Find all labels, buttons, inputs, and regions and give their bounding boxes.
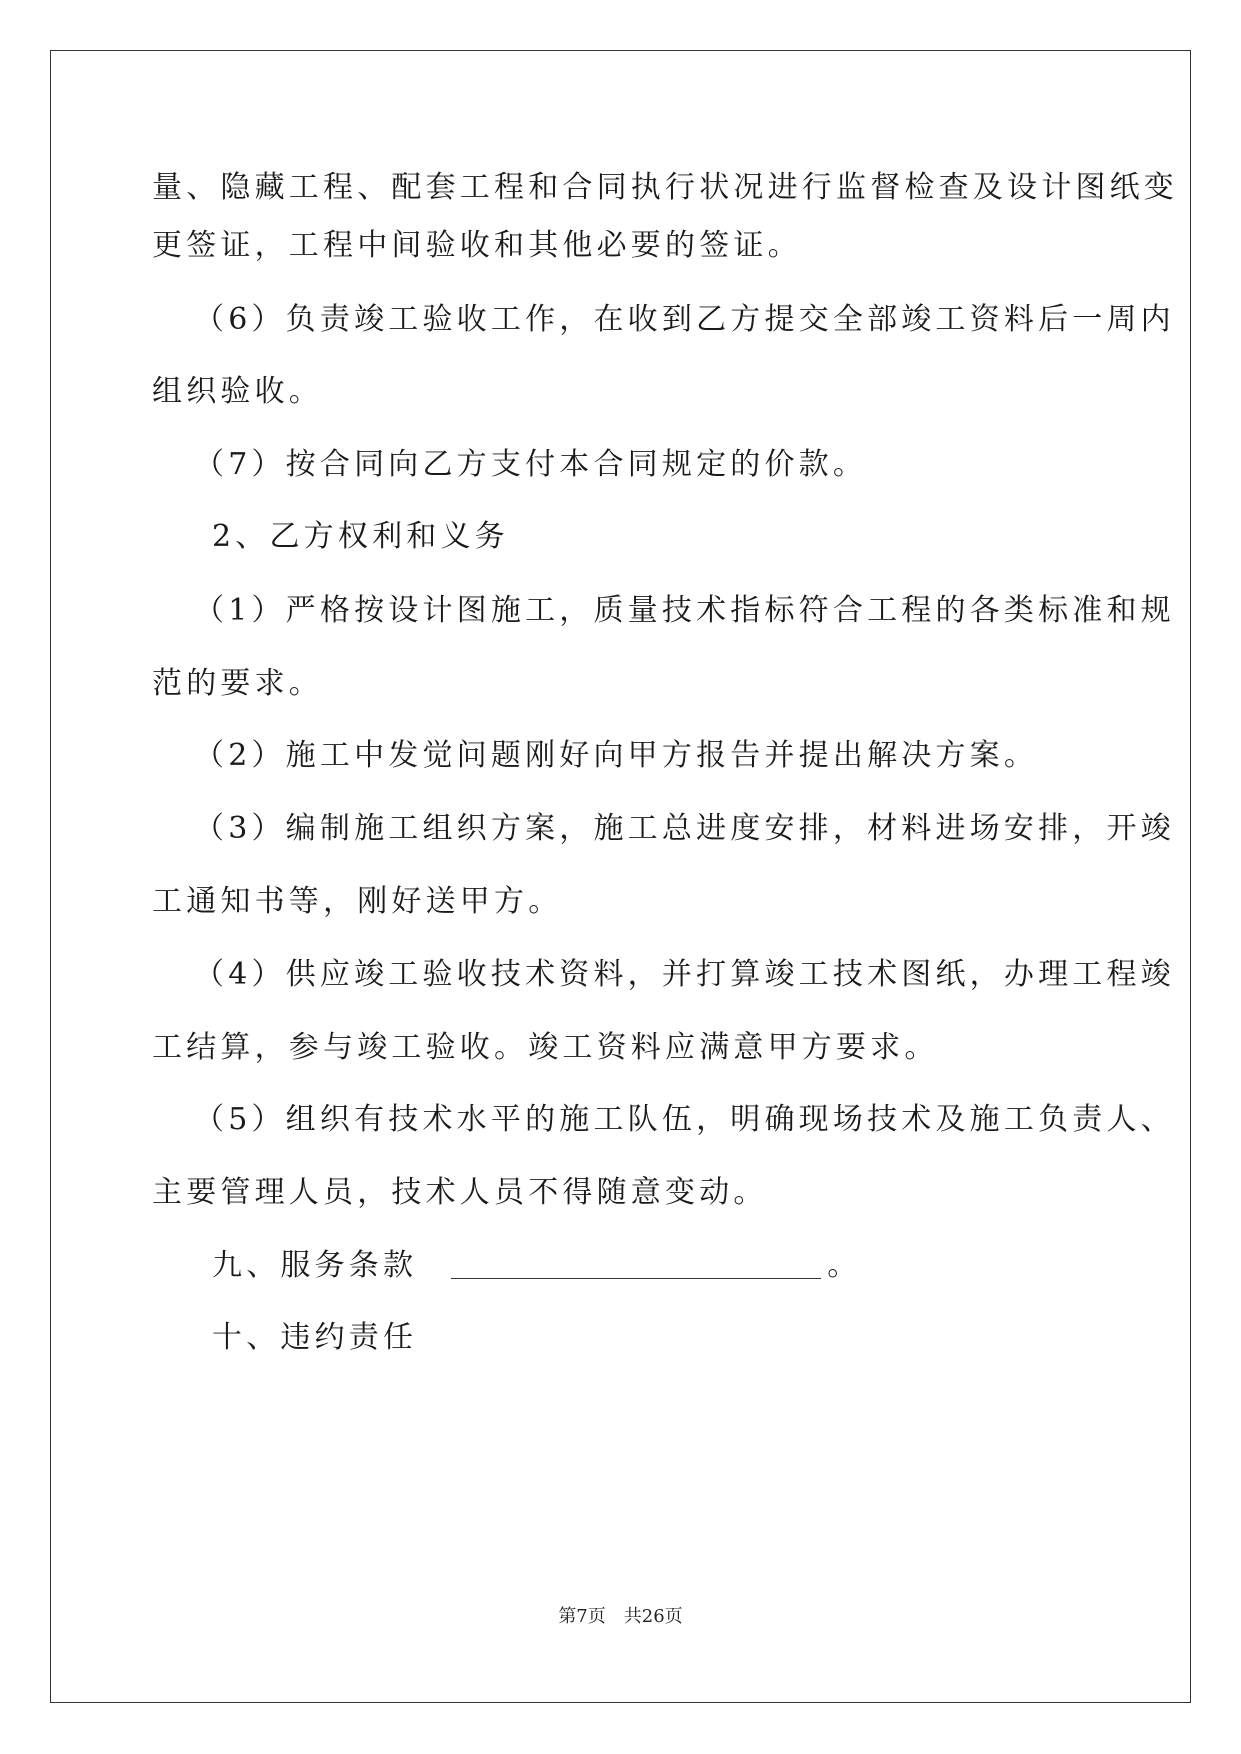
page-number-current: 第7页 bbox=[558, 1606, 606, 1627]
page-frame bbox=[50, 50, 1191, 1703]
section-heading: 十、违约责任 bbox=[212, 1320, 418, 1355]
page-footer bbox=[0, 1605, 1241, 1629]
paragraph-line: （6）负责竣工验收工作，在收到乙方提交全部竣工资料后一周内 bbox=[194, 302, 1175, 337]
fill-in-blank bbox=[451, 1252, 821, 1279]
page-number-total: 共26页 bbox=[623, 1606, 683, 1627]
paragraph-line: 工通知书等，刚好送甲方。 bbox=[152, 884, 563, 919]
paragraph-line: 主要管理人员，技术人员不得随意变动。 bbox=[152, 1175, 768, 1210]
paragraph-line: （1）严格按设计图施工，质量技术指标符合工程的各类标准和规 bbox=[194, 593, 1175, 628]
paragraph-line: 工结算，参与竣工验收。竣工资料应满意甲方要求。 bbox=[152, 1030, 939, 1065]
paragraph-line: （2）施工中发觉问题刚好向甲方报告并提出解决方案。 bbox=[194, 738, 1039, 773]
paragraph-line: （3）编制施工组织方案，施工总进度安排，材料进场安排，开竣 bbox=[194, 811, 1175, 846]
section-heading: 2、乙方权利和义务 bbox=[212, 519, 509, 554]
paragraph-line: （4）供应竣工验收技术资料，并打算竣工技术图纸，办理工程竣 bbox=[194, 957, 1175, 992]
paragraph-line: 组织验收。 bbox=[152, 374, 323, 409]
paragraph-line: （7）按合同向乙方支付本合同规定的价款。 bbox=[194, 447, 868, 482]
section-heading-label: 九、服务条款 bbox=[212, 1248, 418, 1283]
section-heading-services bbox=[212, 1246, 861, 1286]
paragraph-line: （5）组织有技术水平的施工队伍，明确现场技术及施工负责人、 bbox=[194, 1102, 1175, 1137]
paragraph-line: 更签证，工程中间验收和其他必要的签证。 bbox=[152, 228, 802, 263]
paragraph-line: 量、隐藏工程、配套工程和合同执行状况进行监督检查及设计图纸变 bbox=[152, 170, 1178, 205]
blank-end-mark: 。 bbox=[827, 1248, 862, 1283]
paragraph-line: 范的要求。 bbox=[152, 666, 323, 701]
